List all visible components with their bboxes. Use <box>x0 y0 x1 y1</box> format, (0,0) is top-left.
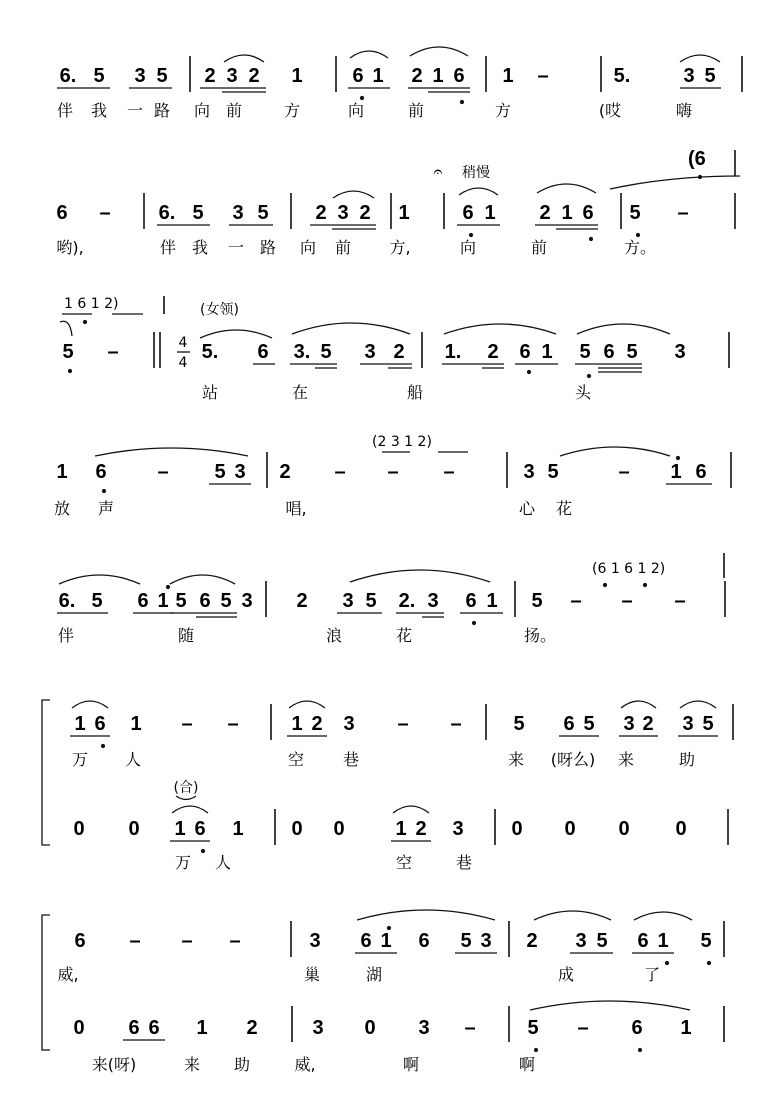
row3-note: 2 <box>393 341 405 363</box>
row6-upper-lyric: 来 <box>507 750 525 769</box>
row7-upper-note: – <box>181 930 193 952</box>
row1-note: 1 <box>502 65 514 87</box>
row3-note: – <box>107 341 119 363</box>
row2-note: 6 <box>462 202 474 224</box>
row2-lyric: 向 <box>459 238 477 257</box>
octave-dot <box>638 1048 642 1052</box>
slur <box>172 806 208 813</box>
slur <box>577 324 670 334</box>
row5-note: 5 <box>91 590 103 612</box>
row6-upper-lyric: 助 <box>678 750 696 769</box>
octave-dot <box>534 1048 538 1052</box>
row3-note: 1. <box>444 341 462 363</box>
row1-note: 2 <box>204 65 216 87</box>
row2-note: 2 <box>539 202 551 224</box>
octave-dot <box>589 237 593 241</box>
row4-note: 2 <box>279 461 291 483</box>
row1-note: 6 <box>453 65 465 87</box>
row2-note: 6 <box>582 202 594 224</box>
row7-lower-note: 1 <box>680 1017 692 1039</box>
slur <box>560 447 670 456</box>
row2-lyric: 我 <box>191 238 209 257</box>
row5-lyric: 花 <box>395 626 413 645</box>
row7-upper-note: 2 <box>526 930 538 952</box>
part-label-chorus: (合) <box>173 780 199 796</box>
row2-note: 6 <box>56 202 68 224</box>
row6-upper-note: 1 <box>130 713 142 735</box>
row6-upper-note: – <box>397 713 409 735</box>
row1-lyric: 方 <box>283 101 301 120</box>
slur <box>534 911 611 920</box>
slur <box>170 575 235 584</box>
row1-note: 1 <box>432 65 444 87</box>
row6-upper-note: – <box>450 713 462 735</box>
row1-lyric: 嗨 <box>675 101 693 120</box>
fermata-icon: 𝄐 <box>433 162 443 181</box>
row7-lower-note: 6 <box>128 1017 140 1039</box>
row7-upper-note: – <box>229 930 241 952</box>
tie <box>60 321 72 336</box>
row7-lower-note: 1 <box>196 1017 208 1039</box>
row1-note: 3 <box>134 65 146 87</box>
row7-lower-note: 2 <box>246 1017 258 1039</box>
octave-dot <box>643 583 647 587</box>
row3-note: 2 <box>487 341 499 363</box>
slur <box>459 188 498 195</box>
row3-note: 3 <box>364 341 376 363</box>
row1-lyric: 向 <box>347 101 365 120</box>
slur <box>59 575 140 584</box>
row2-note: 1 <box>398 202 410 224</box>
row6-upper-note: 1 <box>74 713 86 735</box>
octave-dot <box>665 961 669 965</box>
row2-lyric: 方, <box>389 238 411 257</box>
row2-note: – <box>677 202 689 224</box>
row3-note: 6 <box>257 341 269 363</box>
row3-note: 6 <box>603 341 615 363</box>
octave-dot <box>587 374 591 378</box>
row5-note: 5 <box>175 590 187 612</box>
row7-upper-note: 5 <box>700 930 712 952</box>
row6-lower-note: 0 <box>128 818 140 840</box>
row7-upper-note: 6 <box>74 930 86 952</box>
row7-upper-lyric: 了 <box>643 965 661 984</box>
row5-note: 3 <box>241 590 253 612</box>
row7-upper-note: – <box>129 930 141 952</box>
row2-lyric: 一 <box>227 238 245 257</box>
slur <box>680 55 720 62</box>
slur <box>350 51 388 58</box>
row4-note: 5 <box>547 461 559 483</box>
row6-lower-note: 0 <box>564 818 576 840</box>
slur <box>530 1001 690 1010</box>
row1-note: 3 <box>226 65 238 87</box>
row1-note: 1 <box>372 65 384 87</box>
row2-note: 2 <box>315 202 327 224</box>
row6-upper-note: 5 <box>513 713 525 735</box>
row2-note: 2 <box>359 202 371 224</box>
row7-upper-note: 5 <box>460 930 472 952</box>
row3-note: 1 <box>541 341 553 363</box>
row1-lyric: 前 <box>407 101 425 120</box>
row7-upper-lyric: 湖 <box>365 965 383 984</box>
octave-dot <box>387 926 391 930</box>
slur <box>292 323 410 334</box>
row7-lower-lyric: 啊 <box>402 1055 420 1074</box>
row3-lyric: 在 <box>291 383 309 402</box>
row7-upper-note: 6 <box>637 930 649 952</box>
row1-note: 5. <box>613 65 631 87</box>
row6-upper-note: – <box>181 713 193 735</box>
row3-lyric: 船 <box>406 383 424 402</box>
row4-note: 1 <box>56 461 68 483</box>
row7-lower-lyric: 助 <box>233 1055 251 1074</box>
row1-lyric: 前 <box>225 101 243 120</box>
octave-dot <box>472 621 476 625</box>
row6-lower-lyric: 万 <box>174 853 192 872</box>
row7-lower-lyric: 来(呀) <box>91 1055 137 1074</box>
row5-intro-notes: (6 1 6 1 2) <box>592 561 666 577</box>
row2-note: 6. <box>158 202 176 224</box>
row6-upper-note: – <box>227 713 239 735</box>
row7-lower-lyric: 威, <box>294 1055 316 1074</box>
row6-upper-note: 6 <box>563 713 575 735</box>
row7-lower-note: 3 <box>418 1017 430 1039</box>
row7-lower-note: 5 <box>527 1017 539 1039</box>
row6-lower-note: 6 <box>194 818 206 840</box>
row4-note: 3 <box>523 461 535 483</box>
row3-lyric: 站 <box>201 383 219 402</box>
row7-upper-note: 6 <box>360 930 372 952</box>
row6-lower-note: 0 <box>618 818 630 840</box>
row6-lower-note: 3 <box>452 818 464 840</box>
row7-lower-note: 0 <box>73 1017 85 1039</box>
row6-lower-lyric: 人 <box>214 853 232 872</box>
row7-upper-lyric: 巢 <box>303 965 321 984</box>
row7-lower-note: – <box>577 1017 589 1039</box>
row6-upper-lyric: 万 <box>71 750 89 769</box>
row4-lyric: 声 <box>97 499 115 518</box>
row6-upper-note: 3 <box>623 713 635 735</box>
row3-note: 6 <box>519 341 531 363</box>
row1-note: 2 <box>411 65 423 87</box>
row6-lower-note: 0 <box>675 818 687 840</box>
slur <box>224 55 264 62</box>
row2-lyric: 向 <box>299 238 317 257</box>
row4-note: – <box>618 461 630 483</box>
octave-dot <box>707 961 711 965</box>
row7-lower-lyric: 啊 <box>518 1055 536 1074</box>
slur <box>95 448 248 456</box>
row3-note: 5 <box>579 341 591 363</box>
row4-lyric: 放 <box>53 499 71 518</box>
octave-dot <box>469 233 473 237</box>
row1-note: 3 <box>683 65 695 87</box>
row7-upper-lyric: 威, <box>57 965 79 984</box>
row5-note: 2 <box>296 590 308 612</box>
system-bracket <box>42 915 50 1050</box>
slur <box>444 324 556 334</box>
row1-note: 2 <box>248 65 260 87</box>
row7-lower-note: 6 <box>148 1017 160 1039</box>
tie <box>610 176 740 189</box>
row6-lower-note: 1 <box>174 818 186 840</box>
row4-lyric: 唱, <box>285 499 307 518</box>
row5-lyric: 扬。 <box>523 626 557 645</box>
row6-upper-note: 3 <box>343 713 355 735</box>
row3-note: 3. <box>293 341 311 363</box>
row3-note: 3 <box>674 341 686 363</box>
row2-note: 1 <box>484 202 496 224</box>
row6-lower-note: 1 <box>395 818 407 840</box>
octave-dot <box>527 370 531 374</box>
row6-upper-lyric: (呀么) <box>550 750 596 769</box>
row2-lyric: 方。 <box>623 238 657 257</box>
row3-note: 5. <box>201 341 219 363</box>
row5-note: 3 <box>342 590 354 612</box>
row6-lower-note: 2 <box>415 818 427 840</box>
slur <box>537 184 596 193</box>
row2-note: 1 <box>561 202 573 224</box>
part-label-female-lead: (女领) <box>200 302 239 318</box>
row7-lower-note: 6 <box>631 1017 643 1039</box>
row4-note: 1 <box>670 461 682 483</box>
row7-lower-note: 3 <box>312 1017 324 1039</box>
row2-note: 5 <box>257 202 269 224</box>
row1-note: 6 <box>352 65 364 87</box>
row7-upper-lyric: 成 <box>557 965 575 984</box>
slur <box>621 701 656 708</box>
row2-note: – <box>99 202 111 224</box>
row4-note: – <box>157 461 169 483</box>
row6-lower-note: 0 <box>291 818 303 840</box>
row3-note: 5 <box>62 341 74 363</box>
tempo-mark: 稍慢 <box>462 165 490 181</box>
row2-note: 5 <box>192 202 204 224</box>
row2-note: 3 <box>232 202 244 224</box>
row5-lyric: 浪 <box>325 626 343 645</box>
row1-note: 5 <box>704 65 716 87</box>
row2-note: 5 <box>629 202 641 224</box>
row1-lyric: (哎 <box>598 101 622 120</box>
row7-upper-note: 3 <box>309 930 321 952</box>
row6-lower-lyric: 巷 <box>455 853 473 872</box>
row7-lower-lyric: 来 <box>183 1055 201 1074</box>
row5-note: 1 <box>157 590 169 612</box>
row5-note: 6 <box>465 590 477 612</box>
time-signature-top: 4 <box>178 335 188 351</box>
slur <box>410 47 468 56</box>
row5-note: 5 <box>531 590 543 612</box>
row6-upper-note: 5 <box>583 713 595 735</box>
slur <box>680 701 716 708</box>
slur <box>393 806 429 813</box>
row6-lower-lyric: 空 <box>395 853 413 872</box>
row5-lyric: 伴 <box>57 626 75 645</box>
octave-dot <box>166 585 170 589</box>
row4-intro-notes: (2 3 1 2) <box>372 434 432 450</box>
row7-upper-note: 1 <box>657 930 669 952</box>
row5-note: 3 <box>427 590 439 612</box>
row4-note: 5 <box>214 461 226 483</box>
row6-upper-note: 2 <box>311 713 323 735</box>
slur <box>357 910 495 920</box>
row1-lyric: 方 <box>494 101 512 120</box>
row5-note: 5 <box>365 590 377 612</box>
row6-lower-note: 0 <box>73 818 85 840</box>
row6-upper-note: 2 <box>642 713 654 735</box>
row6-upper-lyric: 巷 <box>342 750 360 769</box>
row5-note: 6. <box>58 590 76 612</box>
octave-dot <box>102 489 106 493</box>
row4-note: 3 <box>234 461 246 483</box>
slur <box>176 796 196 800</box>
row1-lyric: 路 <box>153 101 171 120</box>
octave-dot <box>636 233 640 237</box>
row5-note: 1 <box>486 590 498 612</box>
slur <box>200 330 272 338</box>
row6-upper-note: 3 <box>682 713 694 735</box>
row4-note: – <box>387 461 399 483</box>
row4-lyric: 心 <box>518 499 536 518</box>
octave-dot <box>83 320 87 324</box>
row2-lyric: 路 <box>259 238 277 257</box>
row6-lower-note: 0 <box>511 818 523 840</box>
octave-dot <box>201 849 205 853</box>
row5-note: 6 <box>137 590 149 612</box>
row2-lyric: 伴 <box>159 238 177 257</box>
row1-note: 6. <box>59 65 77 87</box>
row7-upper-note: 5 <box>596 930 608 952</box>
row5-note: – <box>570 590 582 612</box>
row4-note: 6 <box>695 461 707 483</box>
system-bracket <box>42 700 50 845</box>
row3-note: 5 <box>320 341 332 363</box>
row1-note: 5 <box>156 65 168 87</box>
octave-dot <box>603 583 607 587</box>
row3-lyric: 头 <box>574 383 592 402</box>
octave-dot <box>360 96 364 100</box>
slur <box>634 912 692 920</box>
row7-lower-note: 0 <box>364 1017 376 1039</box>
row1-lyric: 我 <box>90 101 108 120</box>
row6-upper-note: 1 <box>291 713 303 735</box>
row4-note: – <box>334 461 346 483</box>
row2-lyric: 前 <box>334 238 352 257</box>
row1-lyric: 伴 <box>56 101 74 120</box>
slur <box>333 191 374 198</box>
row7-upper-note: 3 <box>480 930 492 952</box>
row5-note: – <box>674 590 686 612</box>
row1-lyric: 向 <box>193 101 211 120</box>
row5-note: – <box>621 590 633 612</box>
row1-lyric: 一 <box>126 101 144 120</box>
row3-intro-notes: 1 6 1 2) <box>64 296 119 312</box>
row7-upper-note: 3 <box>575 930 587 952</box>
row6-upper-lyric: 空 <box>287 750 305 769</box>
row4-note: – <box>443 461 455 483</box>
slur <box>350 570 490 582</box>
row6-upper-note: 5 <box>702 713 714 735</box>
time-signature-bottom: 4 <box>178 355 188 371</box>
slur <box>72 701 108 708</box>
row5-note: 2. <box>398 590 416 612</box>
row2-note: 3 <box>337 202 349 224</box>
row2-lyric: 哟), <box>56 238 84 257</box>
row7-upper-note: 1 <box>380 930 392 952</box>
row6-lower-note: 1 <box>232 818 244 840</box>
octave-dot <box>68 369 72 373</box>
row6-upper-lyric: 来 <box>617 750 635 769</box>
row1-note: 5 <box>93 65 105 87</box>
row4-note: 6 <box>95 461 107 483</box>
row6-upper-lyric: 人 <box>124 750 142 769</box>
row3-note: 5 <box>626 341 638 363</box>
row1-note: 1 <box>291 65 303 87</box>
row1-note: – <box>537 65 549 87</box>
row7-upper-note: 6 <box>418 930 430 952</box>
row5-lyric: 随 <box>177 626 195 645</box>
octave-dot <box>460 100 464 104</box>
slur <box>289 701 325 708</box>
row2-intro-notes: (6 <box>688 148 706 170</box>
row5-note: 6 <box>199 590 211 612</box>
row5-note: 5 <box>220 590 232 612</box>
row6-lower-note: 0 <box>333 818 345 840</box>
octave-dot <box>676 456 680 460</box>
row7-lower-note: – <box>464 1017 476 1039</box>
row4-lyric: 花 <box>555 499 573 518</box>
octave-dot <box>101 744 105 748</box>
row6-upper-note: 6 <box>94 713 106 735</box>
row2-lyric: 前 <box>530 238 548 257</box>
